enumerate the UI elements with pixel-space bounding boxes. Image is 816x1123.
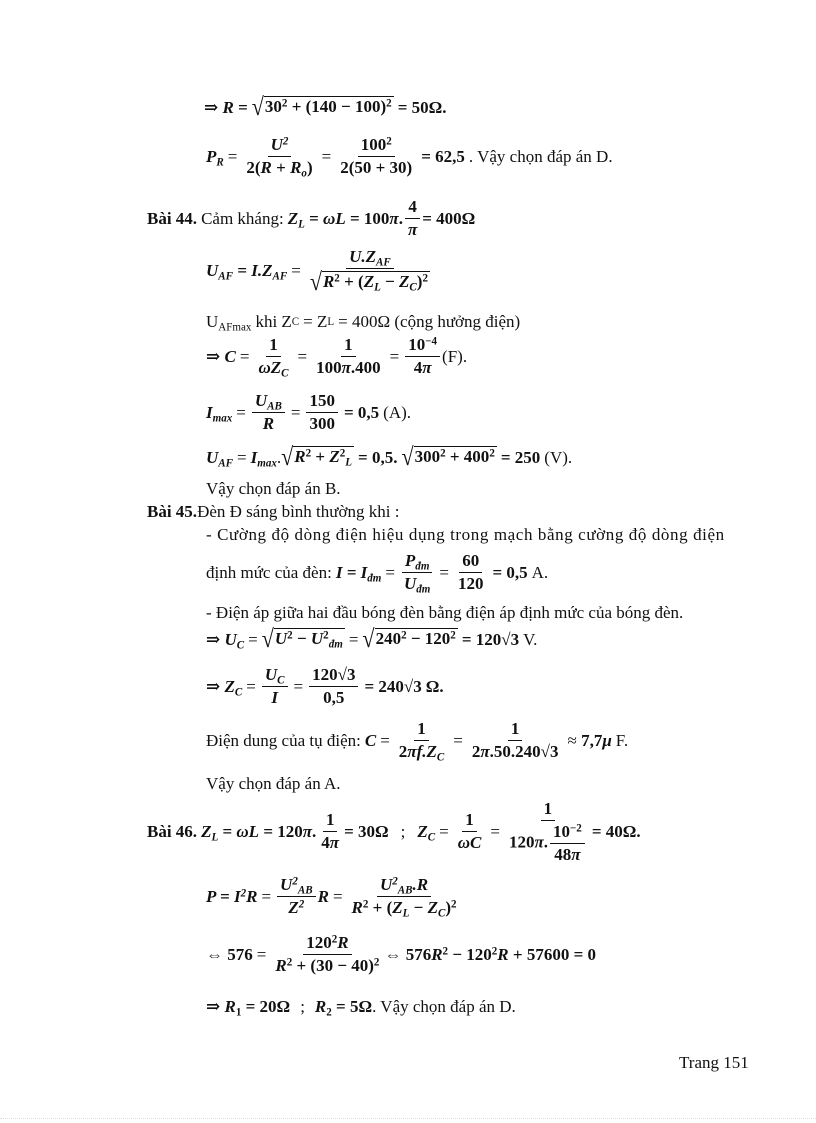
- page-number: Trang 151: [679, 1053, 749, 1072]
- eq-idm: định mức của đèn: $I = I_{đm}$ = $\frac{P_{đm}}{U_{đm}}$ = $\frac{60}{120}$ = 0,5 A.: [206, 551, 549, 596]
- eq-uc: ⇒ $U_C$ = √ $U^2 - U^2_{đm}$ = √ $240^2 - 120^2$ = 120√3 V.: [206, 624, 538, 653]
- eq-r-result: ⇒ R = √ $30^2 + (140 - 100)^2$ = 50Ω.: [204, 92, 447, 121]
- bai46-heading: Bài 46. $Z_L = \omega L = 120\pi$. $\frac{1}{4\pi}$ = 30Ω ; $Z_C$ = $\frac{1}{\omega C}$ = 1 120π. $\frac{10^{-2}}{48\pi}$ = 40Ω.: [147, 799, 641, 864]
- eq-imax: $I_{max}$ = $\frac{U_{AB}}{R}$ = $\frac{150}{300}$ = 0,5 (A).: [206, 391, 412, 433]
- bai45-para1: - Cường độ dòng điện hiệu dụng trong mạch bằng cường độ dòng điện: [206, 525, 725, 544]
- bai45-conclusion: Vậy chọn đáp án A.: [206, 774, 341, 793]
- eq-uaf: $U_{AF} = I.Z_{AF}$ = $U.Z_{AF}$ √ $R^2 + (Z_L - Z_C)^2$: [206, 247, 428, 296]
- bai44-conclusion: Vậy chọn đáp án B.: [206, 479, 341, 498]
- uaf-max-text: $U_{AFmax}$ khi Z C = Z L = 400Ω (cộng hưởng điện): [206, 312, 521, 334]
- eq-capacitance: Điện dung của tụ điện: C = $\frac{1}{2\pi f.Z_C}$ = $\frac{1}{2\pi.50.240√3}$ ≈ 7,7μ F.: [206, 719, 629, 764]
- bai45-heading: Bài 45. Đèn Đ sáng bình thường khi :: [147, 502, 400, 521]
- eq-c: ⇒ C = $\frac{1}{\omega Z_C}$ = $\frac{1}{100\pi.400}$ = $\frac{10^{-4}}{4\pi}$ (F).: [206, 335, 468, 380]
- eq-uaf-value: $U_{AF}$ = $I_{max}$ . √ $R^2 + Z^2_L$ = 0,5. √ $300^2 + 400^2$ = 250 (V).: [206, 442, 573, 471]
- eq-zc: ⇒ $Z_C$ = $\frac{U_C}{I}$ = $\frac{120√3}{0,5}$ = 240√3 Ω.: [206, 665, 444, 707]
- eq-pr: $P_R$ = $\frac{U^2}{2(R + R_o)}$ = $\frac{100^2}{2(50 + 30)}$ = 62,5 . Vậy chọn đáp án D.: [206, 135, 613, 180]
- eq-quadratic: ⇔ 576 = $\frac{120^2R}{R^2 + (30 - 40)^2}$ ⇔ $576R^2 - 120^2R + 57600 = 0$: [206, 933, 597, 975]
- footer-divider: [0, 1118, 816, 1119]
- eq-power: $P = I^2R$ = $\frac{U^2_{AB}}{Z^2}$ R = $\frac{U^2_{AB}.R}{R^2 + (Z_L - Z_C)^2}$: [206, 875, 457, 920]
- eq-roots: ⇒ $R_1 = 20\Omega$ ; $R_2 = 5\Omega$ . Vậy chọn đáp án D.: [206, 997, 516, 1019]
- bai45-para2: - Điện áp giữa hai đầu bóng đèn bằng điện áp định mức của bóng đèn.: [206, 603, 684, 622]
- bai44-heading: Bài 44. Cảm kháng: $Z_L = \omega L = 100\pi$. $\frac{4}{\pi}$ = 400Ω: [147, 197, 476, 239]
